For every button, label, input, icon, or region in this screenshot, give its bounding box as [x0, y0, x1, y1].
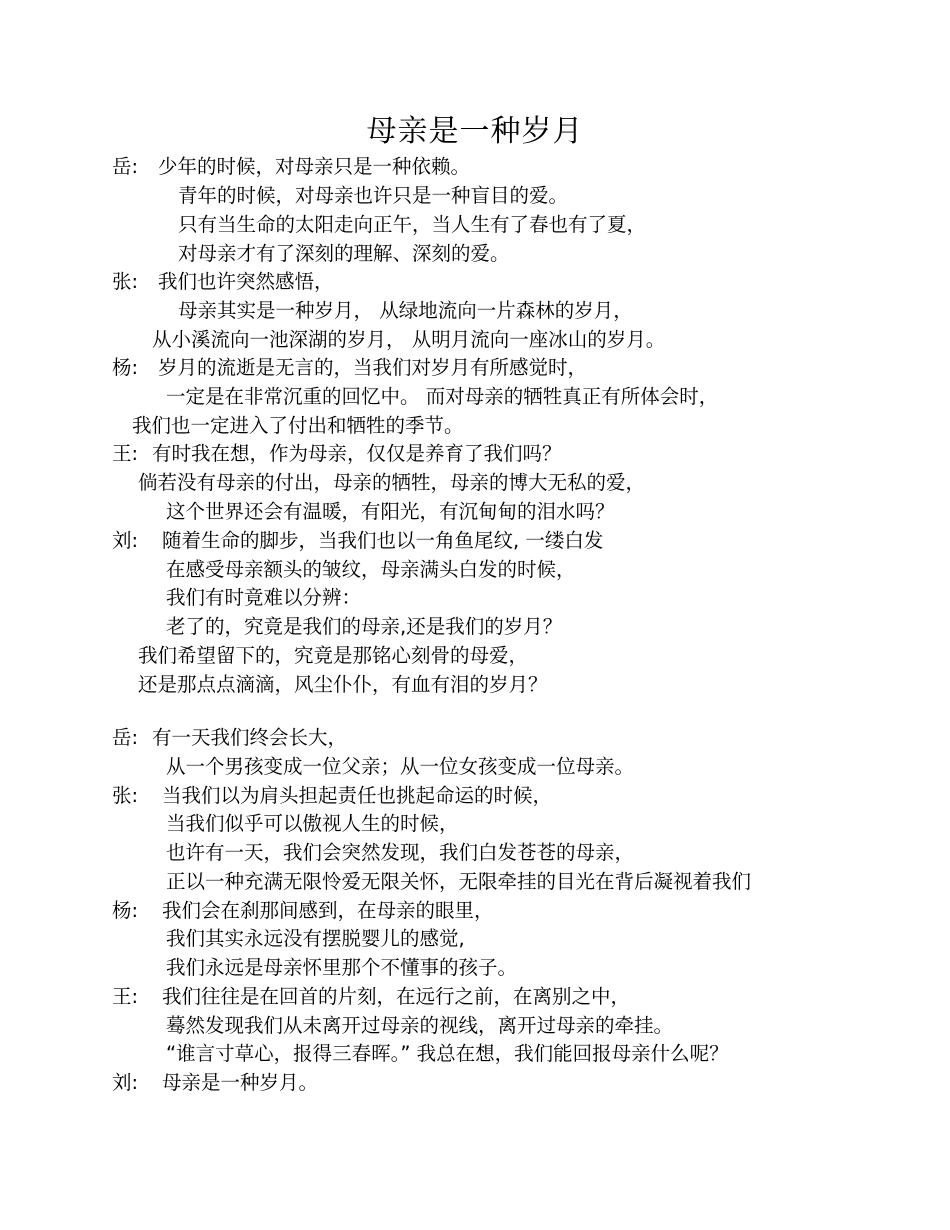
line-text: 还是那点点滴滴，风尘仆仆，有血有泪的岁月？	[138, 673, 548, 696]
speaker-label: 王:	[112, 985, 139, 1008]
line-text: 岁月的流逝是无言的，当我们对岁月有所感觉时，	[158, 356, 588, 379]
line-text: 正以一种充满无限怜爱无限关怀，无限牵挂的目光在背后凝视着我们	[166, 870, 752, 893]
line-text: 我们永远是母亲怀里那个不懂事的孩子。	[166, 956, 518, 979]
line-text: 我们有时竟难以分辨：	[166, 586, 362, 609]
line-text: 母亲其实是一种岁月， 从绿地流向一片森林的岁月，	[178, 299, 633, 322]
line-text: 少年的时候，对母亲只是一种依赖。	[158, 155, 471, 178]
line-text: 有时我在想，作为母亲，仅仅是养育了我们吗？	[152, 442, 562, 465]
line-text: 我们其实永远没有摆脱婴儿的感觉,	[166, 927, 465, 950]
line-text: 从一个男孩变成一位父亲；从一位女孩变成一位母亲。	[166, 755, 635, 778]
line-text: 我们往往是在回首的片刻，在远行之前，在离别之中，	[162, 985, 631, 1008]
line-text: 青年的时候，对母亲也许只是一种盲目的爱。	[178, 184, 569, 207]
line-text: 母亲是一种岁月。	[162, 1071, 319, 1094]
speaker-label: 张:	[112, 784, 139, 807]
line-text: 我们希望留下的，究竟是那铭心刻骨的母爱，	[138, 644, 529, 667]
line-text: 当我们似乎可以傲视人生的时候，	[166, 812, 459, 835]
line-text: 有一天我们终会长大，	[152, 726, 348, 749]
line-text: 对母亲才有了深刻的理解、深刻的爱。	[178, 242, 510, 265]
line-text: 倘若没有母亲的付出，母亲的牺牲，母亲的博大无私的爱，	[138, 471, 646, 494]
line-text: 随着生命的脚步，当我们也以一角鱼尾纹, 一缕白发	[162, 529, 604, 552]
speaker-label: 岳:	[112, 155, 139, 178]
line-text: 从小溪流向一池深湖的岁月， 从明月流向一座冰山的岁月。	[152, 328, 666, 351]
line-text: 当我们以为肩头担起责任也挑起命运的时候，	[162, 784, 553, 807]
line-text: 在感受母亲额头的皱纹，母亲满头白发的时候，	[166, 558, 576, 581]
speaker-label: 岳:	[112, 726, 139, 749]
line-text: 这个世界还会有温暖，有阳光，有沉甸甸的泪水吗？	[166, 500, 615, 523]
speaker-label: 王:	[112, 442, 139, 465]
line-text: 一定是在非常沉重的回忆中。 而对母亲的牺牲真正有所体会时，	[166, 385, 719, 408]
line-text: 老了的，究竟是我们的母亲,还是我们的岁月？	[166, 615, 563, 638]
speaker-label: 杨:	[112, 356, 139, 379]
line-text: 我们也一定进入了付出和牺牲的季节。	[132, 414, 464, 437]
speaker-label: 刘:	[112, 529, 139, 552]
speaker-label: 刘:	[112, 1071, 139, 1094]
speaker-label: 杨:	[112, 899, 139, 922]
line-text: 我们也许突然感悟，	[158, 270, 334, 293]
line-text: 也许有一天，我们会突然发现，我们白发苍苍的母亲，	[166, 841, 635, 864]
line-text: 我们会在刹那间感到，在母亲的眼里，	[162, 899, 494, 922]
speaker-label: 张:	[112, 270, 139, 293]
line-text: 蓦然发现我们从未离开过母亲的视线，离开过母亲的牵挂。	[166, 1014, 674, 1037]
line-text: “谁言寸草心，报得三春晖。” 我总在想，我们能回报母亲什么呢？	[166, 1042, 729, 1065]
document-title: 母亲是一种岁月	[366, 114, 584, 149]
line-text: 只有当生命的太阳走向正午，当人生有了春也有了夏，	[178, 213, 647, 236]
